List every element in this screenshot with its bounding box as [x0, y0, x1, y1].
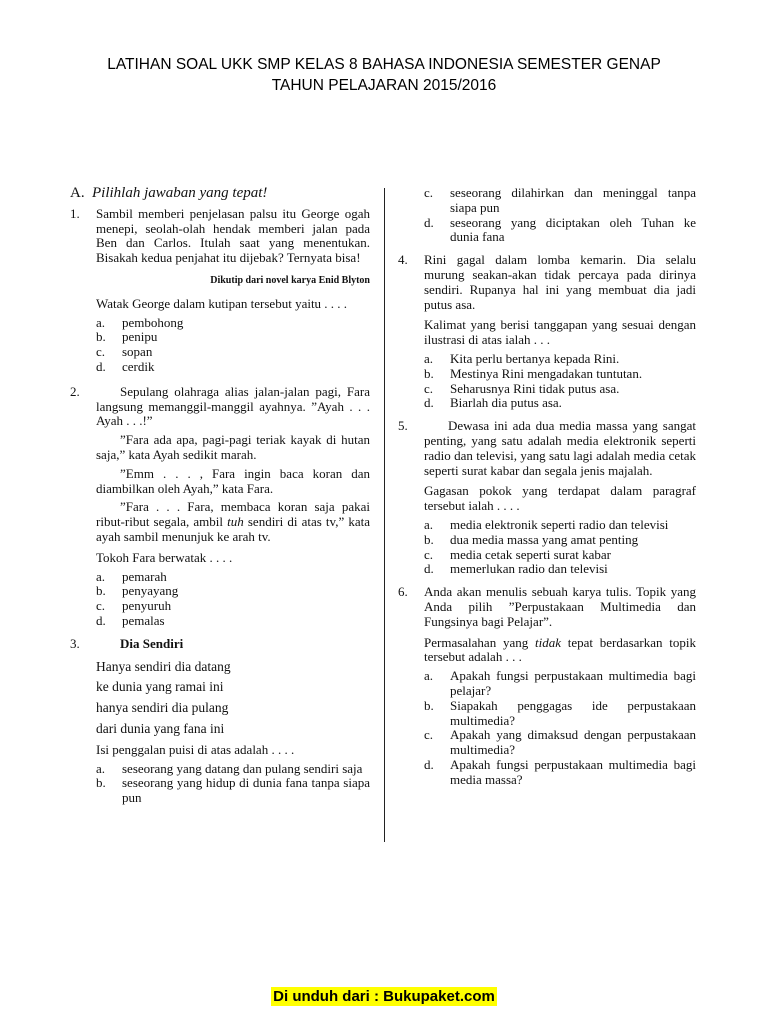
option[interactable]: a. media elektronik seperti radio dan televisi [424, 516, 669, 532]
column-divider [384, 188, 385, 842]
option[interactable]: c. Apakah yang dimaksud dengan perpustakaan multimedia? [424, 727, 696, 758]
option[interactable]: a. pemarah [96, 568, 167, 584]
option[interactable]: c. penyuruh [96, 598, 172, 614]
left-column [70, 186, 370, 812]
option[interactable]: c. sopan [96, 344, 153, 360]
option[interactable]: d. cerdik [96, 358, 155, 374]
question-number: 1. [70, 205, 80, 221]
question-number: 2. [70, 383, 80, 399]
option[interactable]: c. seseorang dilahirkan dan meninggal tanpa siapa pun [424, 185, 696, 215]
option[interactable]: b. penyayang [96, 583, 179, 599]
question-number: 6. [398, 584, 408, 600]
option[interactable]: a. Apakah fungsi perpustakaan multimedia bagi pelajar? [424, 668, 696, 698]
question-number: 5. [398, 418, 408, 434]
option[interactable]: a. Kita perlu bertanya kepada Rini. [424, 350, 620, 366]
question-passage: Anda akan menulis sebuah karya tulis. Topik yang Anda pilih ”Perpustakaan Multimedia dan Fungsinya bagi Pelajar”. [424, 584, 696, 629]
question-2 [70, 385, 370, 629]
option[interactable]: a. pembohong [96, 314, 184, 330]
right-column [398, 186, 696, 793]
question-stem: Permasalahan yang tidak tepat berdasarkan topik tersebut adalah . . . [424, 634, 696, 665]
question-6 [398, 585, 696, 787]
download-footer [0, 988, 768, 1006]
question-1 [70, 207, 370, 375]
poem-line: dari dunia yang fana ini [96, 720, 225, 736]
question-stem: Tokoh Fara berwatak . . . . [96, 549, 233, 565]
question-3 [70, 637, 370, 806]
option[interactable]: c. media cetak seperti surat kabar [424, 546, 611, 562]
title-line-1: LATIHAN SOAL UKK SMP KELAS 8 BAHASA INDONESIA SEMESTER GENAP [107, 56, 661, 73]
question-passage: Sambil memberi penjelasan palsu itu George ogah menepi, seolah-olah hendak memberi jalan pada Ben dan Carlos. Itulah saat yang menentukan. Bisakah kedua penjahat itu dijebak? Ternyata bisa! [96, 205, 370, 266]
download-source-link[interactable]: Di unduh dari : Bukupaket.com [273, 988, 495, 1005]
question-number: 4. [398, 252, 408, 268]
question-5 [398, 419, 696, 577]
page-title [40, 54, 728, 96]
option[interactable]: c. Seharusnya Rini tidak putus asa. [424, 380, 620, 396]
question-4 [398, 253, 696, 411]
option[interactable]: b. Siapakah penggagas ide perpustakaan multimedia? [424, 697, 696, 728]
question-stem: Gagasan pokok yang terdapat dalam paragraf tersebut ialah . . . . [424, 483, 696, 514]
option[interactable]: d. memerlukan radio dan televisi [424, 561, 608, 577]
option[interactable]: b. seseorang yang hidup di dunia fana tanpa siapa pun [96, 775, 370, 806]
poem-line: Hanya sendiri dia datang [96, 658, 231, 674]
option[interactable]: d. pemalas [96, 612, 165, 628]
dialogue-paragraph: Sepulang olahraga alias jalan-jalan pagi, Fara langsung memanggil-manggil ayahnya. ”Ayah . . . Ayah . . .!” [96, 383, 370, 429]
option[interactable]: d. seseorang yang diciptakan oleh Tuhan ke dunia fana [424, 214, 696, 245]
option[interactable]: d. Apakah fungsi perpustakaan multimedia bagi media massa? [424, 756, 696, 787]
question-number: 3. [70, 635, 80, 651]
dialogue-paragraph: ”Emm . . . , Fara ingin baca koran dan diambilkan oleh Ayah,” kata Fara. [96, 465, 370, 496]
question-stem: Watak George dalam kutipan tersebut yaitu . . . . [96, 295, 348, 311]
section-instruction: Pilihlah jawaban yang tepat! [92, 185, 268, 201]
option[interactable]: d. Biarlah dia putus asa. [424, 395, 562, 411]
title-line-2: TAHUN PELAJARAN 2015/2016 [271, 77, 497, 94]
poem-line: ke dunia yang ramai ini [96, 679, 224, 695]
question-passage: Rini gagal dalam lomba kemarin. Dia selalu murung seakan-akan tidak percaya pada dirinya sendiri. Rupanya hal ini yang membuat dia jadi putus asa. [424, 252, 696, 312]
question-stem: Isi penggalan puisi di atas adalah . . . . [96, 741, 295, 757]
section-heading [70, 186, 370, 201]
poem-title: Dia Sendiri [120, 635, 184, 651]
dialogue-paragraph: ”Fara . . . Fara, membaca koran saja pakai ribut-ribut segala, ambil tuh sendiri di atas tv,” kata ayah sambil menunjuk ke arah tv. [96, 499, 370, 544]
question-passage: Dewasa ini ada dua media massa yang sangat penting, yang satu adalah media elektronik seperti radio dan televisi, yang satu lagi adalah media cetak seperti surat kabar dan segala jenis majalah. [424, 418, 696, 478]
passage-source: Dikutip dari novel karya Enid Blyton [210, 274, 370, 286]
option[interactable]: b. penipu [96, 329, 158, 345]
poem-line: hanya sendiri dia pulang [96, 700, 229, 716]
question-stem: Kalimat yang berisi tanggapan yang sesuai dengan ilustrasi di atas ialah . . . [424, 317, 696, 348]
question-3-continued [398, 186, 696, 245]
option[interactable]: a. seseorang yang datang dan pulang sendiri saja [96, 760, 363, 776]
section-letter: A. [70, 185, 85, 201]
dialogue-paragraph: ”Fara ada apa, pagi-pagi teriak kayak di hutan saja,” kata Ayah sedikit marah. [96, 432, 370, 462]
option[interactable]: b. dua media massa yang amat penting [424, 531, 639, 547]
option[interactable]: b. Mestinya Rini mengadakan tuntutan. [424, 365, 643, 381]
